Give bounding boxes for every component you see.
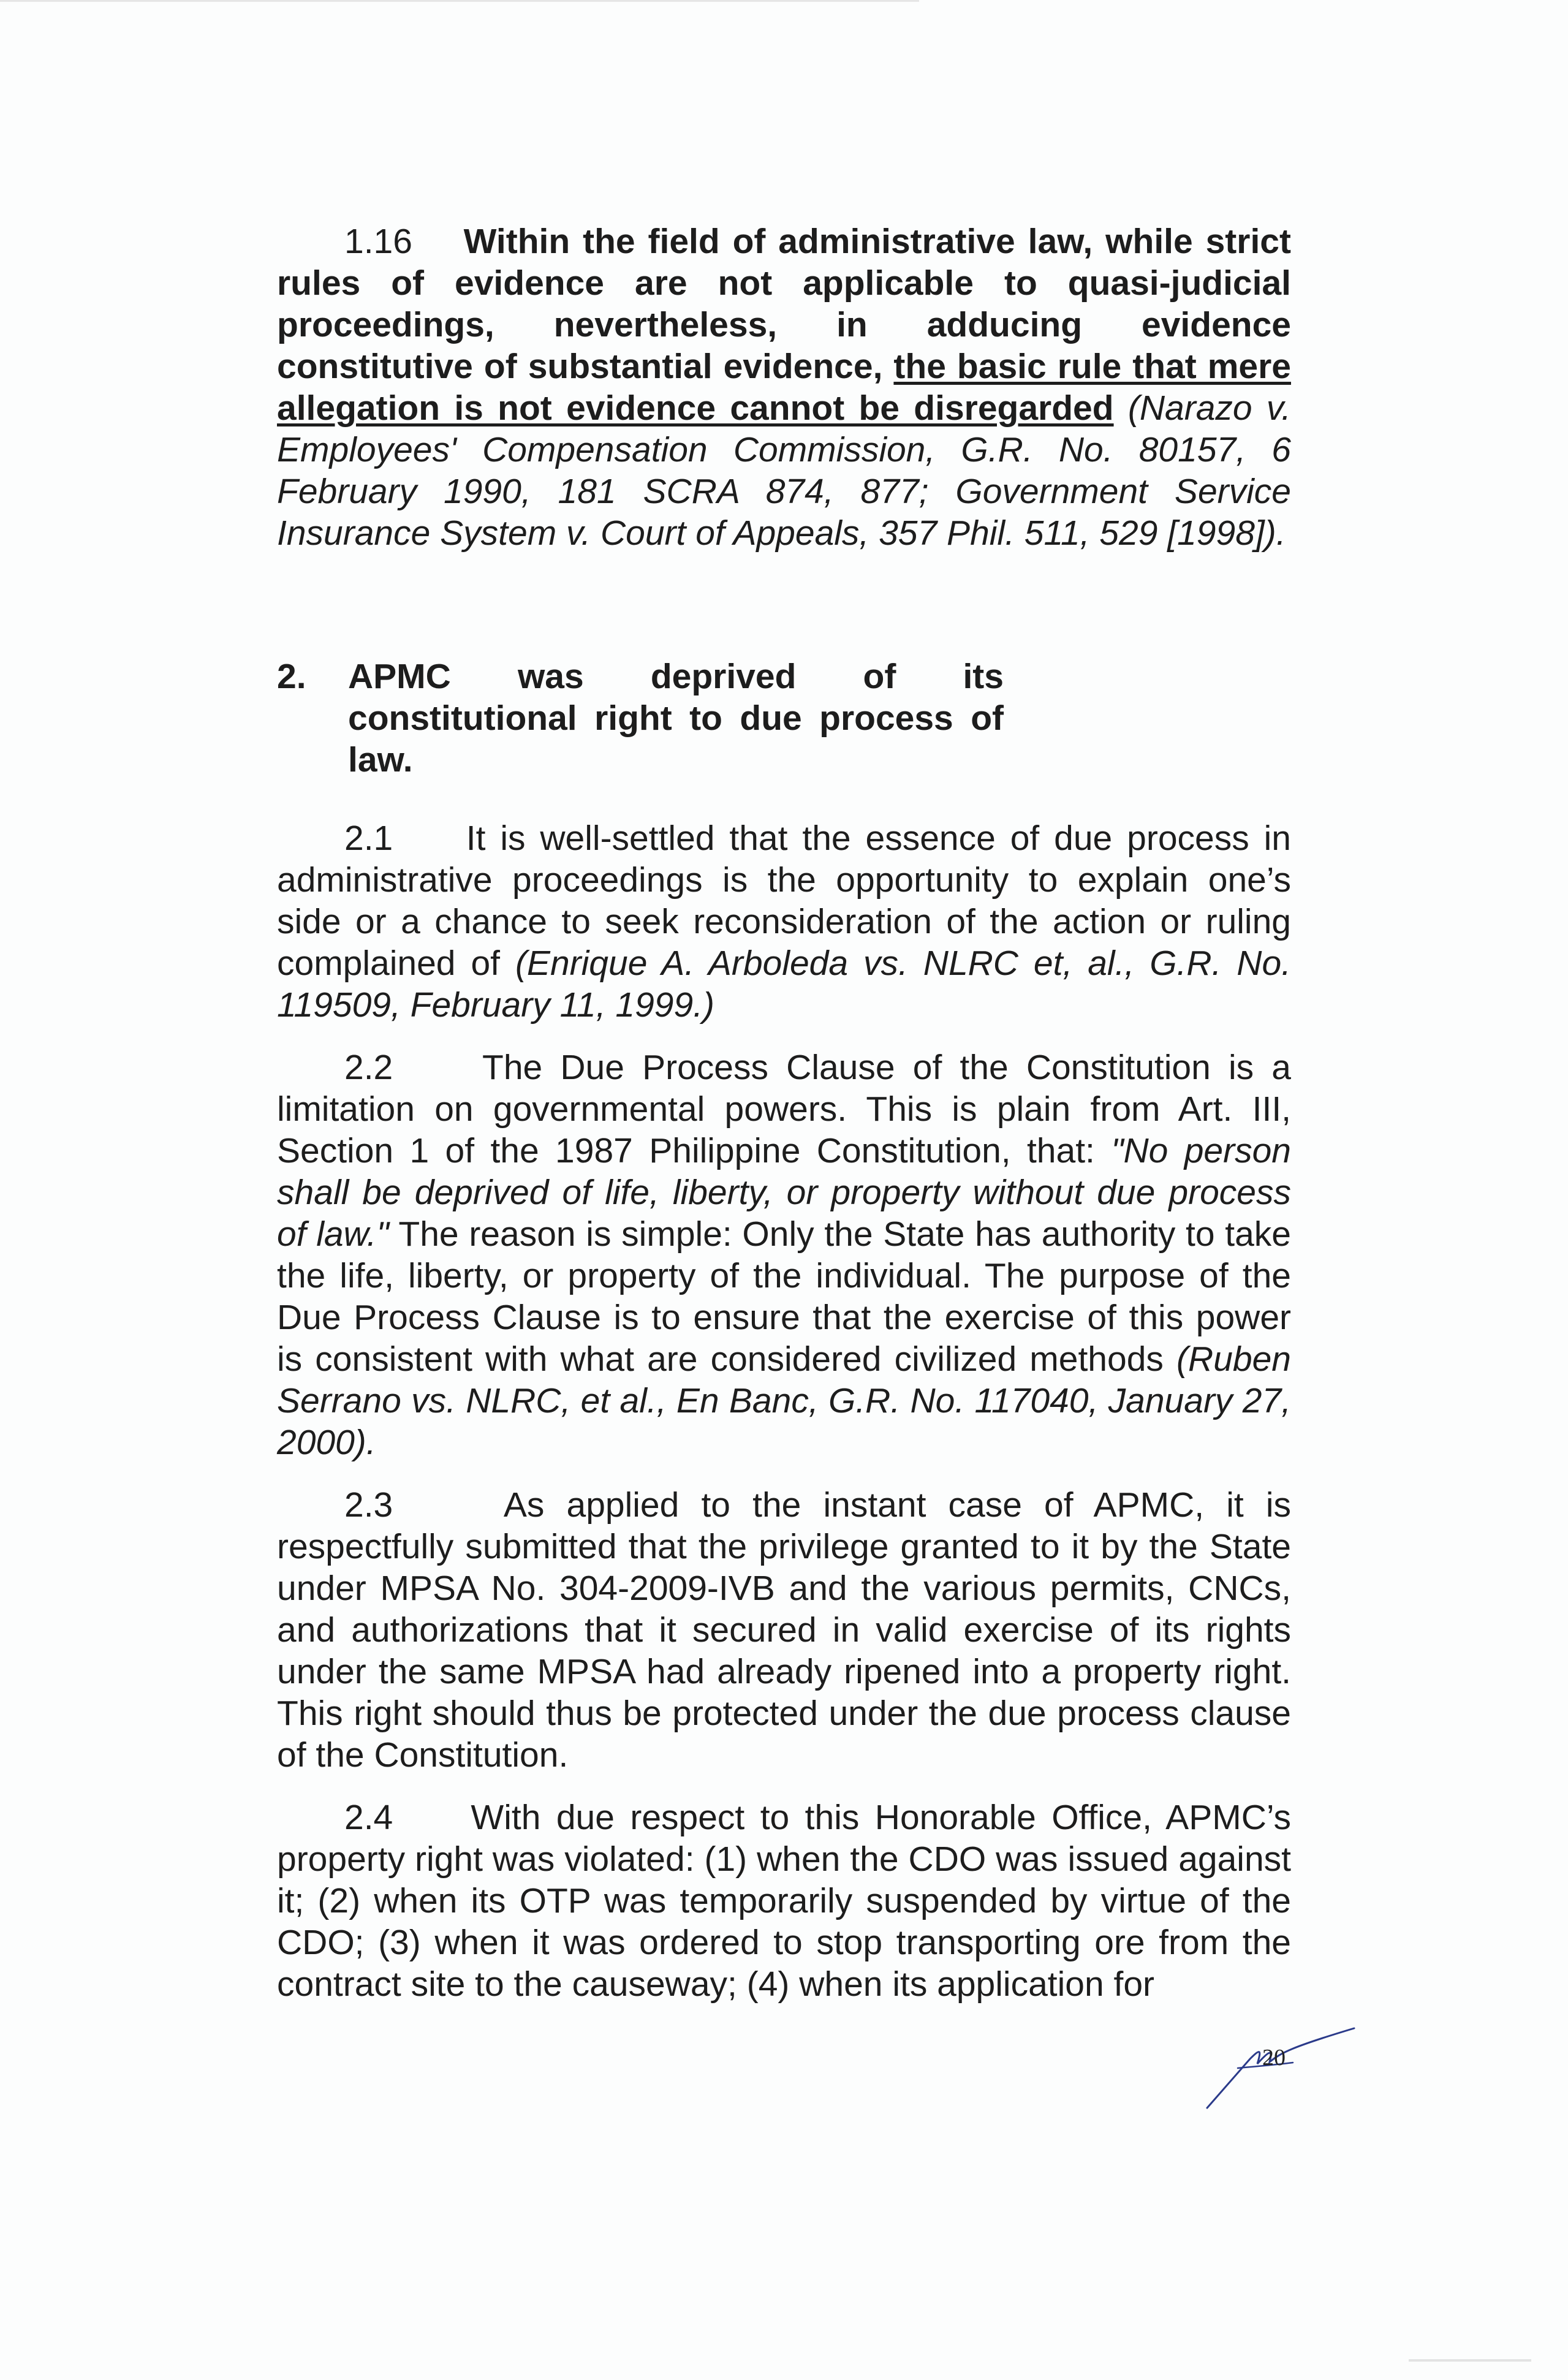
paragraph-number: 2.2 (344, 1048, 393, 1087)
paragraph-text: With due respect to this Honorable Office, APMC’s property right was violated: (1) when the CDO was issued against it; (2) when its OTP was temporarily suspended by virtue of the CDO; (3) when it was ordered to stop transporting ore from the contract site to the causeway; (4) when its application for (277, 1798, 1291, 2004)
paragraph-text-continued: The reason is simple: Only the State has authority to take the life, liberty, or property of the individual. The purpose of the Due Process Clause is to ensure that the exercise of this power is consistent with what are considered civilized methods (277, 1215, 1292, 1379)
paragraph-number: 2.1 (344, 819, 393, 858)
paragraph-number: 2.3 (344, 1485, 393, 1525)
section-heading-2 (277, 656, 1291, 781)
citation: (Narazo v. Employees' Compensation Commission, G.R. No. 80157, 6 February 1990, 181 SCRA 874, 877; Government Service Insurance System v. Court of Appeals, 357 Phil. 511, 529 [1998]). (277, 388, 1292, 553)
citation: (Ruben Serrano vs. NLRC, et al., En Banc, G.R. No. 117040, January 27, 2000). (277, 1340, 1291, 1462)
heading-text: APMC was deprived of its constitutional right to due process of law. (348, 657, 1004, 779)
paragraph-number: 1.16 (344, 222, 412, 261)
citation: (Enrique A. Arboleda vs. NLRC et, al., G.R. No. 119509, February 11, 1999.) (277, 944, 1292, 1025)
paragraph-text: As applied to the instant case of APMC, it is respectfully submitted that the privilege granted to it by the State under MPSA No. 304-2009-IVB and the various permits, CNCs, and authorizations that it secured in valid exercise of its rights under the same MPSA had already ripened into a property right. This right should thus be protected under the due process clause of the Constitution. (277, 1485, 1291, 1775)
paragraph-2-1 (277, 817, 1291, 1026)
paragraph-2-3 (277, 1484, 1291, 1776)
constitution-quote: "No person shall be deprived of life, liberty, or property without due process of law." (277, 1131, 1291, 1254)
scan-edge (0, 0, 919, 2)
page-number: 20 (1262, 2045, 1286, 2071)
paragraph-2-4 (277, 1797, 1291, 2005)
scan-artifact (1409, 2359, 1531, 2362)
paragraph-number: 2.4 (344, 1798, 393, 1837)
bold-lead-text: Within the field of administrative law, while strict rules of evidence are not applicable to quasi-judicial proceedings, nevertheless, in adducing evidence constitutive of substantial evidence, (277, 222, 1291, 386)
underlined-rule-text: the basic rule that mere allegation is not evidence cannot be disregarded (277, 347, 1291, 428)
paragraph-1-16 (277, 221, 1291, 554)
heading-number: 2. (277, 657, 306, 696)
paragraph-2-2 (277, 1047, 1291, 1463)
paragraph-text: The Due Process Clause of the Constitution is a limitation on governmental powers. This is plain from Art. III, Section 1 of the 1987 Philippine Constitution, that: (277, 1048, 1291, 1170)
paragraph-text: It is well-settled that the essence of due process in administrative proceedings is the opportunity to explain one’s side or a chance to seek reconsideration of the action or ruling complained of (277, 819, 1291, 983)
document-body (277, 221, 1291, 2005)
